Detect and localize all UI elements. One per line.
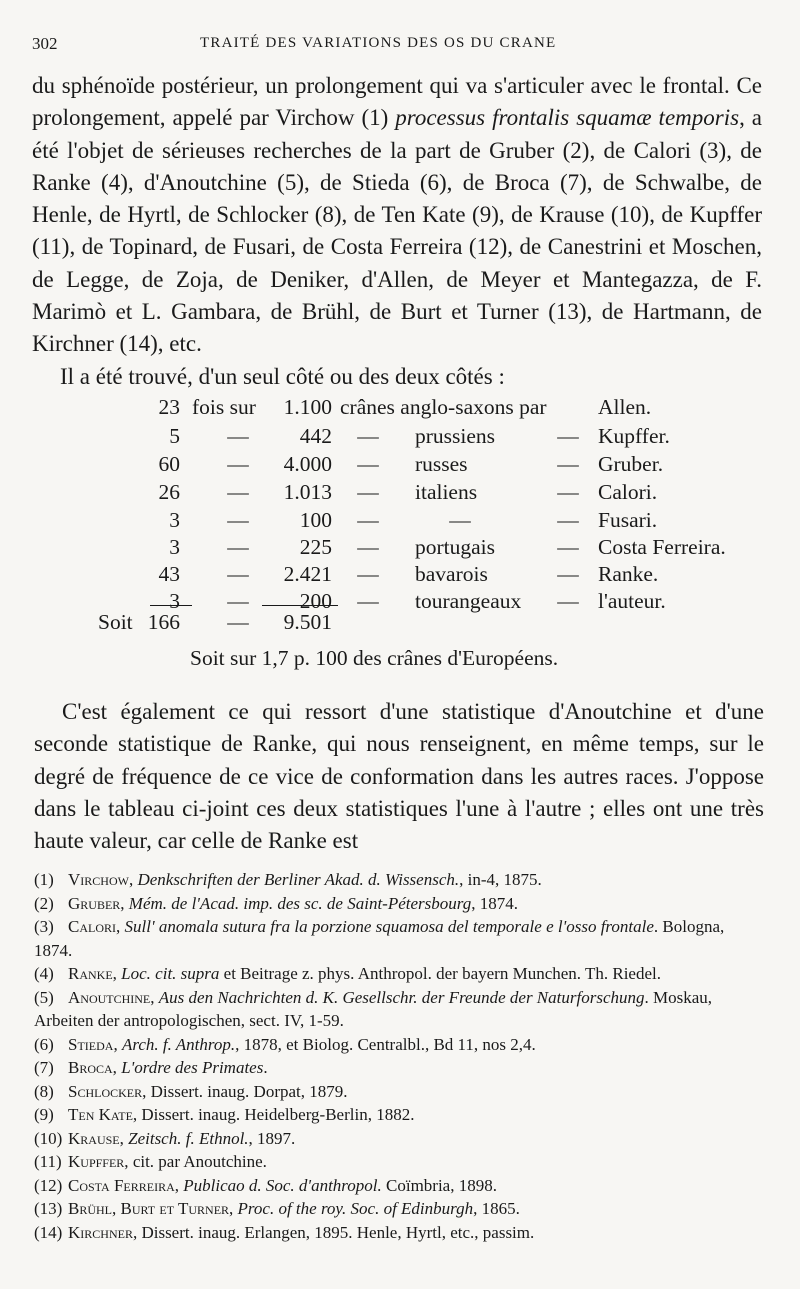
footnote-rest: , 1865. — [473, 1199, 520, 1218]
footnote-number: (10) — [34, 1128, 63, 1148]
footnote-number: (2) — [34, 893, 54, 913]
row-count: 60 — [158, 452, 180, 476]
footnote-author: Krause, — [68, 1128, 124, 1148]
main-paragraph — [32, 70, 762, 393]
footnote-author: Broca, — [68, 1058, 117, 1077]
paragraph-2 — [34, 696, 764, 857]
table-row — [0, 535, 800, 561]
row-count: 3 — [169, 535, 180, 559]
footnote-rest: , 1874. — [471, 893, 519, 913]
footnotes — [34, 868, 764, 1244]
row-dash: — — [357, 480, 379, 504]
paragraph-2-text: C'est également ce qui ressort d'une statistique d'Anoutchine et d'une seconde statistique de Ranke, qui nous renseignent, en même temps, sur le degré de fréquence de ce vice de conformation dans les autres races. J'oppose dans le tableau ci-joint ces deux statistiques l'une à l'autre ; elles ont une très haute valeur, car celle de Ranke est — [34, 699, 764, 854]
footnote-number: (6) — [34, 1034, 54, 1054]
footnote-title: Arch. f. Anthrop. — [121, 1034, 236, 1054]
sum-count: 166 — [147, 610, 180, 634]
sum-total: 9.501 — [283, 610, 332, 634]
table-row — [0, 562, 800, 588]
footnote-title: Zeitsch. f. Ethnol. — [128, 1128, 249, 1148]
footnote-rest: Dissert. inaug. Dorpat, 1879. — [150, 1081, 348, 1101]
row-dash: — — [557, 508, 579, 532]
row-author: Calori. — [598, 480, 658, 504]
paragraph-1 — [32, 70, 762, 361]
sum-rule-total — [262, 605, 338, 606]
row-total: 4.000 — [283, 452, 332, 476]
table-row — [0, 452, 800, 478]
footnote — [34, 1150, 764, 1174]
footnote — [34, 1174, 764, 1198]
row-author: Fusari. — [598, 508, 658, 532]
row-dash: — — [557, 562, 579, 586]
row-author: Ranke. — [598, 562, 659, 586]
footnote-author: Anoutchine, — [68, 987, 155, 1007]
footnote-number: (14) — [34, 1222, 63, 1242]
sum-rule-count — [150, 605, 192, 606]
row-word: fois sur — [192, 395, 256, 419]
row-total: 1.100 — [283, 395, 332, 419]
row-total: 2.421 — [283, 562, 332, 586]
table-row — [0, 424, 800, 450]
sum-label: Soit — [98, 610, 133, 634]
row-dash: — — [357, 535, 379, 559]
footnote-author: Ten Kate, — [68, 1105, 138, 1124]
footnote — [34, 1197, 764, 1221]
row-population: italiens — [415, 480, 478, 504]
row-dash: — — [357, 508, 379, 532]
footnote-rest: . Bologna, 1874. — [34, 917, 725, 960]
running-title: TRAITÉ DES VARIATIONS DES OS DU CRANE — [200, 35, 557, 51]
footnote-number: (4) — [34, 964, 54, 983]
row-population: tourangeaux — [415, 589, 522, 613]
footnote-number: (3) — [34, 917, 54, 936]
row-population: bavarois — [415, 562, 488, 586]
row-dash: — — [357, 562, 379, 586]
page-number: 302 — [32, 34, 58, 53]
footnote — [34, 1033, 764, 1057]
row-dash: — — [357, 452, 379, 476]
row-total: 100 — [299, 508, 332, 532]
footnote-title: Proc. of the roy. Soc. of Edinburgh — [237, 1199, 474, 1218]
footnote — [34, 868, 764, 892]
footnote — [34, 1221, 764, 1245]
p1-rest: Gruber (2), de Calori (3), de Ranke (4), d'Anoutchine (5), de Stieda (6), de Broca (7), de Schwalbe, de Henle, de Hyrtl, de Schlocker (8), de Ten Kate (9), de Krause (10), de Kupffer (11), de Topinard, de Fusari, de Costa Ferreira (12), de Canestrini et Moschen, de Legge, de Zoja, de Deniker, d'Allen, de Meyer et Mantegazza, de F. Marimò et L. Gambara, de Brühl, de Burt et Turner (13), de Hartmann, de Kirchner (14), etc. — [32, 137, 762, 357]
footnote-rest: . Moskau, Arbeiten der antropologischen, sect. IV, 1-59. — [34, 987, 713, 1030]
footnote-rest: , in-4, 1875. — [459, 870, 542, 889]
row-dash: — — [227, 452, 249, 476]
table-row — [0, 395, 800, 421]
row-author: Kupffer. — [598, 424, 670, 448]
table-row — [0, 480, 800, 506]
footnote-rest: , 1878, et Biolog. Centralbl., Bd 11, nos 2,4. — [235, 1034, 536, 1054]
footnote-author: Ranke, — [68, 964, 117, 983]
table-row — [0, 508, 800, 534]
p1-line2a: frontal. Ce prolongement, appelé par Virchow (1) — [32, 73, 762, 131]
p1-line3a: squamæ temporis — [576, 105, 740, 131]
row-desc: crânes anglo-saxons par — [340, 395, 547, 419]
footnote-rest: Dissert. inaug. Heidelberg-Berlin, 1882. — [141, 1105, 415, 1124]
footnote-title: Publicao d. Soc. d'anthropol. — [183, 1175, 382, 1195]
row-dash: — — [227, 589, 249, 613]
row-count: 3 — [169, 589, 180, 613]
footnote — [34, 1056, 764, 1080]
row-total: 225 — [299, 535, 332, 559]
row-dash: — — [557, 452, 579, 476]
footnote-number: (7) — [34, 1058, 54, 1077]
footnote-number: (12) — [34, 1175, 63, 1195]
footnote — [34, 892, 764, 916]
footnote-rest: . — [263, 1058, 268, 1077]
footnote-rest: , 1897. — [248, 1128, 296, 1148]
footnote-title: Mém. de l'Acad. imp. des sc. de Saint-Pétersbourg — [128, 893, 472, 913]
footnote-number: (1) — [34, 870, 54, 889]
row-author: Costa Ferreira. — [598, 535, 726, 559]
footnote-title: Sull' anomala sutura fra la porzione squamosa del temporale e l'osso frontale — [124, 917, 654, 936]
footnote-author: Kirchner, — [68, 1222, 138, 1242]
row-count: 43 — [158, 562, 180, 586]
row-population: portugais — [415, 535, 496, 559]
row-dash: — — [357, 424, 379, 448]
footnote — [34, 1103, 764, 1127]
row-total: 200 — [299, 589, 332, 613]
row-total: 442 — [299, 424, 332, 448]
footnote-rest: et Beitrage z. phys. Anthropol. der bayern Munchen. Th. Riedel. — [219, 964, 661, 983]
footnote-number: (8) — [34, 1081, 54, 1101]
row-population: prussiens — [415, 424, 496, 448]
footnote-number: (5) — [34, 987, 54, 1007]
row-dash: — — [357, 589, 379, 613]
footnote — [34, 1080, 764, 1104]
row-count: 26 — [158, 480, 180, 504]
footnote-title: Denkschriften der Berliner Akad. d. Wissensch. — [137, 870, 460, 889]
row-dash: — — [227, 535, 249, 559]
footnote-author: Schlocker, — [68, 1081, 147, 1101]
row-dash: — — [557, 589, 579, 613]
row-dash: — — [227, 424, 249, 448]
p1-line3b: , a été l'objet de sérieuses recherches de la part de — [32, 105, 762, 163]
footnote-author: Kupffer, — [68, 1152, 129, 1171]
row-population: — — [449, 508, 471, 532]
footnote-title: L'ordre des Primates — [121, 1058, 264, 1077]
paragraph-intro: Il a été trouvé, d'un seul côté ou des deux côtés : — [60, 363, 505, 389]
row-count: 5 — [169, 424, 180, 448]
footnote-title: Aus den Nachrichten d. K. Gesellschr. der Freunde der Naturforschung — [158, 987, 645, 1007]
footnote-number: (11) — [34, 1152, 62, 1171]
footnote-author: Stieda, — [68, 1034, 118, 1054]
row-dash: — — [557, 424, 579, 448]
footnote-number: (9) — [34, 1105, 54, 1124]
footnote-author: Costa Ferreira, — [68, 1175, 180, 1195]
footnote-number: (13) — [34, 1199, 63, 1218]
table-sum-row — [0, 610, 800, 636]
row-author: Gruber. — [598, 452, 664, 476]
p1-line2b: processus frontalis — [395, 105, 570, 131]
footnote — [34, 915, 764, 962]
row-count: 3 — [169, 508, 180, 532]
row-count: 23 — [158, 395, 180, 419]
row-dash: — — [227, 480, 249, 504]
footnote-author: Virchow, — [68, 870, 134, 889]
row-population: russes — [415, 452, 468, 476]
row-dash: — — [227, 508, 249, 532]
footnote-author: Brühl, Burt et Turner, — [68, 1199, 234, 1218]
sum-dash: — — [227, 610, 249, 634]
row-dash: — — [557, 480, 579, 504]
footnote — [34, 962, 764, 986]
row-dash: — — [557, 535, 579, 559]
footnote — [34, 1127, 764, 1151]
footnote-rest: Coïmbria, 1898. — [381, 1175, 497, 1195]
row-author: Allen. — [598, 395, 652, 419]
footnote-rest: Dissert. inaug. Erlangen, 1895. Henle, Hyrtl, etc., passim. — [141, 1222, 535, 1242]
footnote-author: Calori, — [68, 917, 121, 936]
p1-line1: du sphénoïde postérieur, un prolongement qui va s'articuler avec le — [32, 73, 656, 98]
footnote — [34, 986, 764, 1033]
row-author: l'auteur. — [598, 589, 666, 613]
table-conclusion: Soit sur 1,7 p. 100 des crânes d'Européens. — [190, 646, 559, 670]
row-dash: — — [227, 562, 249, 586]
footnote-rest: cit. par Anoutchine. — [132, 1152, 267, 1171]
footnote-title: Loc. cit. supra — [121, 964, 220, 983]
row-total: 1.013 — [283, 480, 332, 504]
footnote-author: Gruber, — [68, 893, 125, 913]
